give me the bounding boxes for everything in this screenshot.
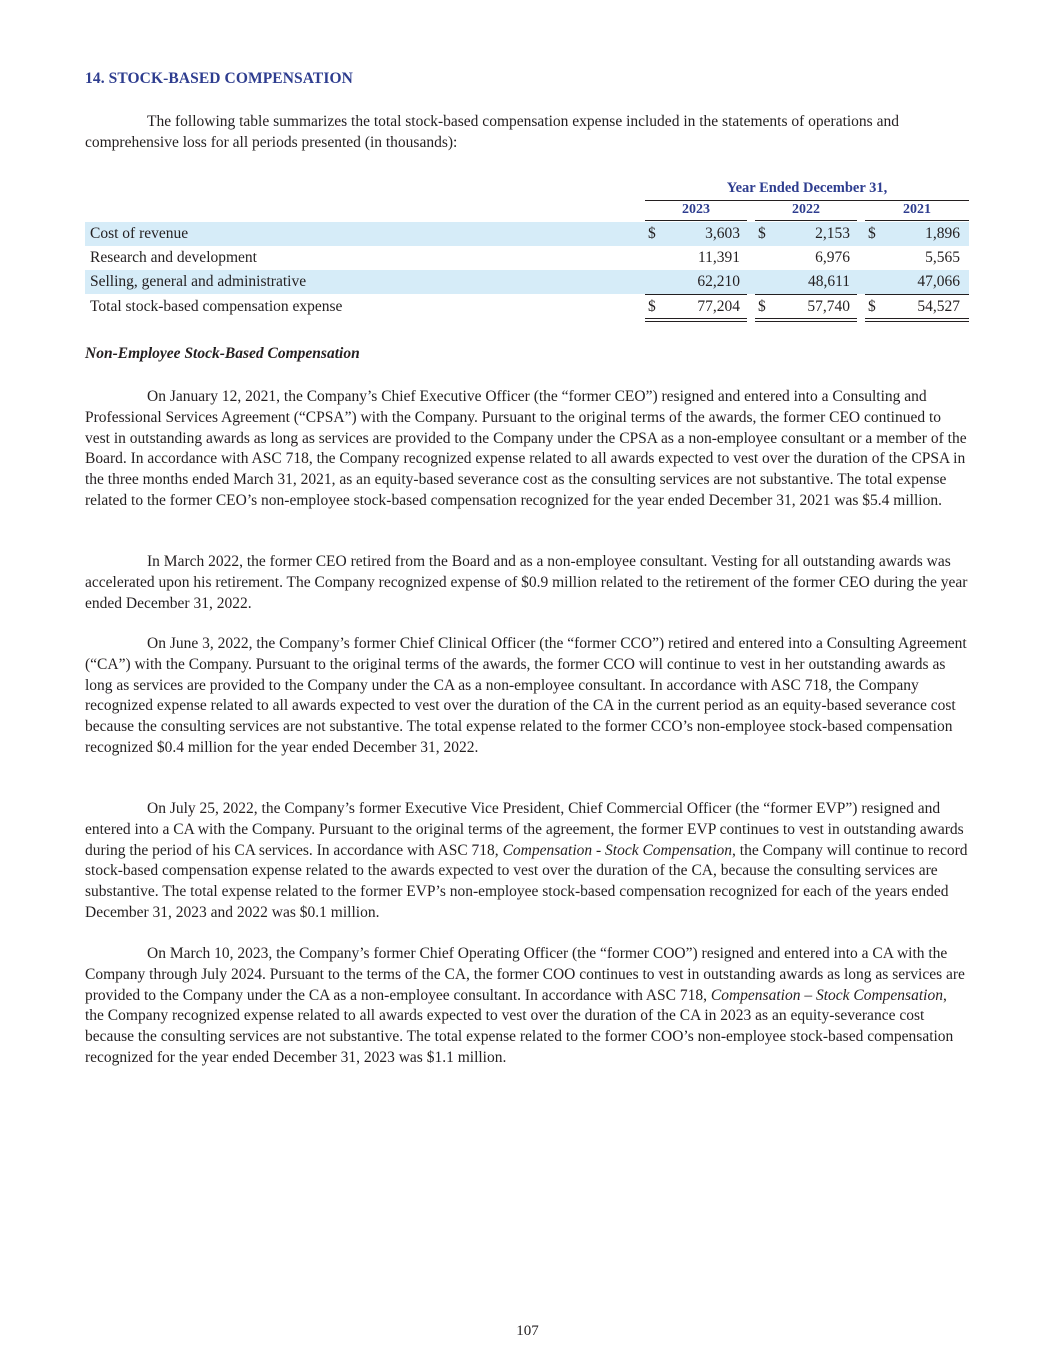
paragraph-former-ceo: On January 12, 2021, the Company’s Chief Executive Officer (the “former CEO”) resigned and entered into a Consulting and Professional Services Agreement (“CPSA”) with the Company. Pursuant to the original terms of the awards, the former CEO continued to vest in outstanding awards as long as services are provided to the Company under the CPSA as a non-employee consultant or a member of the Board. In accordance with ASC 718, the Company recognized expense related to all awards expected to vest over the duration of the CPSA in the three months ended March 31, 2021, as an equity-based severance cost as the consulting services are not substantive. The total expense related to the former CEO’s non-employee stock-based compensation recognized for the year ended December 31, 2021 was $5.4 million. (85, 388, 967, 509)
page-number: 107 (516, 1323, 539, 1339)
currency-symbol: $ (758, 298, 766, 315)
value-2022: 57,740 (807, 298, 850, 315)
value-2021: 47,066 (917, 273, 960, 290)
total-double-rule (865, 321, 969, 322)
value-2022: 2,153 (815, 225, 850, 242)
row-label: Selling, general and administrative (90, 273, 307, 290)
currency-symbol: $ (868, 225, 876, 242)
value-2023: 11,391 (697, 249, 740, 266)
currency-symbol: $ (648, 298, 656, 315)
total-double-rule (865, 318, 969, 319)
subheading: Non-Employee Stock-Based Compensation (85, 345, 360, 362)
total-double-rule (755, 318, 857, 319)
table-row (85, 270, 969, 294)
paragraph-former-coo: On March 10, 2023, the Company’s former Chief Operating Officer (the “former COO”) resigned and entered into a CA with the Company through July 2024. Pursuant to the terms of the CA, the former COO continues to vest in outstanding awards as long as services are provided to the Company under the CA as a non-employee consultant. In accordance with ASC 718, Compensation – Stock Compensation, the Company recognized expense related to all awards expected to vest over the duration of the CA in 2023 as an equity-severance cost because the consulting services are not substantive. The total expense related to the former COO’s non-employee stock-based compensation recognized for the year ended December 31, 2023 was $1.1 million. (85, 945, 965, 1066)
paragraph-ceo-retirement: In March 2022, the former CEO retired from the Board and as a non-employee consultant. Vesting for all outstanding awards was accelerated upon his retirement. The Company recognized expense of $0.9 million related to the retirement of the former CEO during the year ended December 31, 2022. (85, 553, 968, 612)
row-label: Total stock-based compensation expense (90, 298, 343, 315)
value-2022: 48,611 (807, 273, 850, 290)
year-header-2021: 2021 (865, 200, 969, 221)
year-header-2022: 2022 (755, 200, 857, 221)
value-2023: 3,603 (705, 225, 740, 242)
value-2021: 54,527 (917, 298, 960, 315)
table-row (85, 246, 969, 270)
period-header: Year Ended December 31, (645, 178, 969, 201)
year-header-2023: 2023 (645, 200, 747, 221)
value-2023: 62,210 (697, 273, 740, 290)
currency-symbol: $ (758, 225, 766, 242)
currency-symbol: $ (648, 225, 656, 242)
currency-symbol: $ (868, 298, 876, 315)
total-double-rule (755, 321, 857, 322)
paragraph-former-cco: On June 3, 2022, the Company’s former Chief Clinical Officer (the “former CCO”) retired and entered into a Consulting Agreement (“CA”) with the Company. Pursuant to the original terms of the awards, the former CCO will continue to vest in her outstanding awards as long as services are provided to the Company under the CA as a non-employee consultant. In accordance with ASC 718, the Company recognized expense related to all awards expected to vest over the duration of the CA in the current period as an equity-based severance cost because the consulting services are not substantive. The total expense related to the former CCO’s non-employee stock-based compensation recognized $0.4 million for the year ended December 31, 2022. (85, 635, 967, 756)
row-label: Cost of revenue (90, 225, 189, 242)
table-row-total (85, 295, 969, 319)
total-double-rule (645, 318, 747, 319)
total-double-rule (645, 321, 747, 322)
value-2021: 1,896 (925, 225, 960, 242)
section-title: 14. STOCK-BASED COMPENSATION (85, 70, 353, 87)
row-label: Research and development (90, 249, 257, 266)
paragraph-former-evp: On July 25, 2022, the Company’s former Executive Vice President, Chief Commercial Officer (the “former EVP”) resigned and entered into a CA with the Company. Pursuant to the original terms of the agreement, the former EVP continues to vest in outstanding awards during the period of his CA services. In accordance with ASC 718, Compensation - Stock Compensation, the Company will continue to record stock-based compensation expense related to the awards expected to vest over the duration of the CA, because the consulting services are substantive. The total expense related to the former EVP’s non-employee stock-based compensation recognized for each of the years ended December 31, 2023 and 2022 was $0.1 million. (85, 800, 968, 921)
value-2021: 5,565 (925, 249, 960, 266)
value-2023: 77,204 (697, 298, 740, 315)
table-row (85, 222, 969, 246)
value-2022: 6,976 (815, 249, 850, 266)
intro-paragraph: The following table summarizes the total stock-based compensation expense included in the statements of operations and comprehensive loss for all periods presented (in thousands): (85, 113, 899, 151)
